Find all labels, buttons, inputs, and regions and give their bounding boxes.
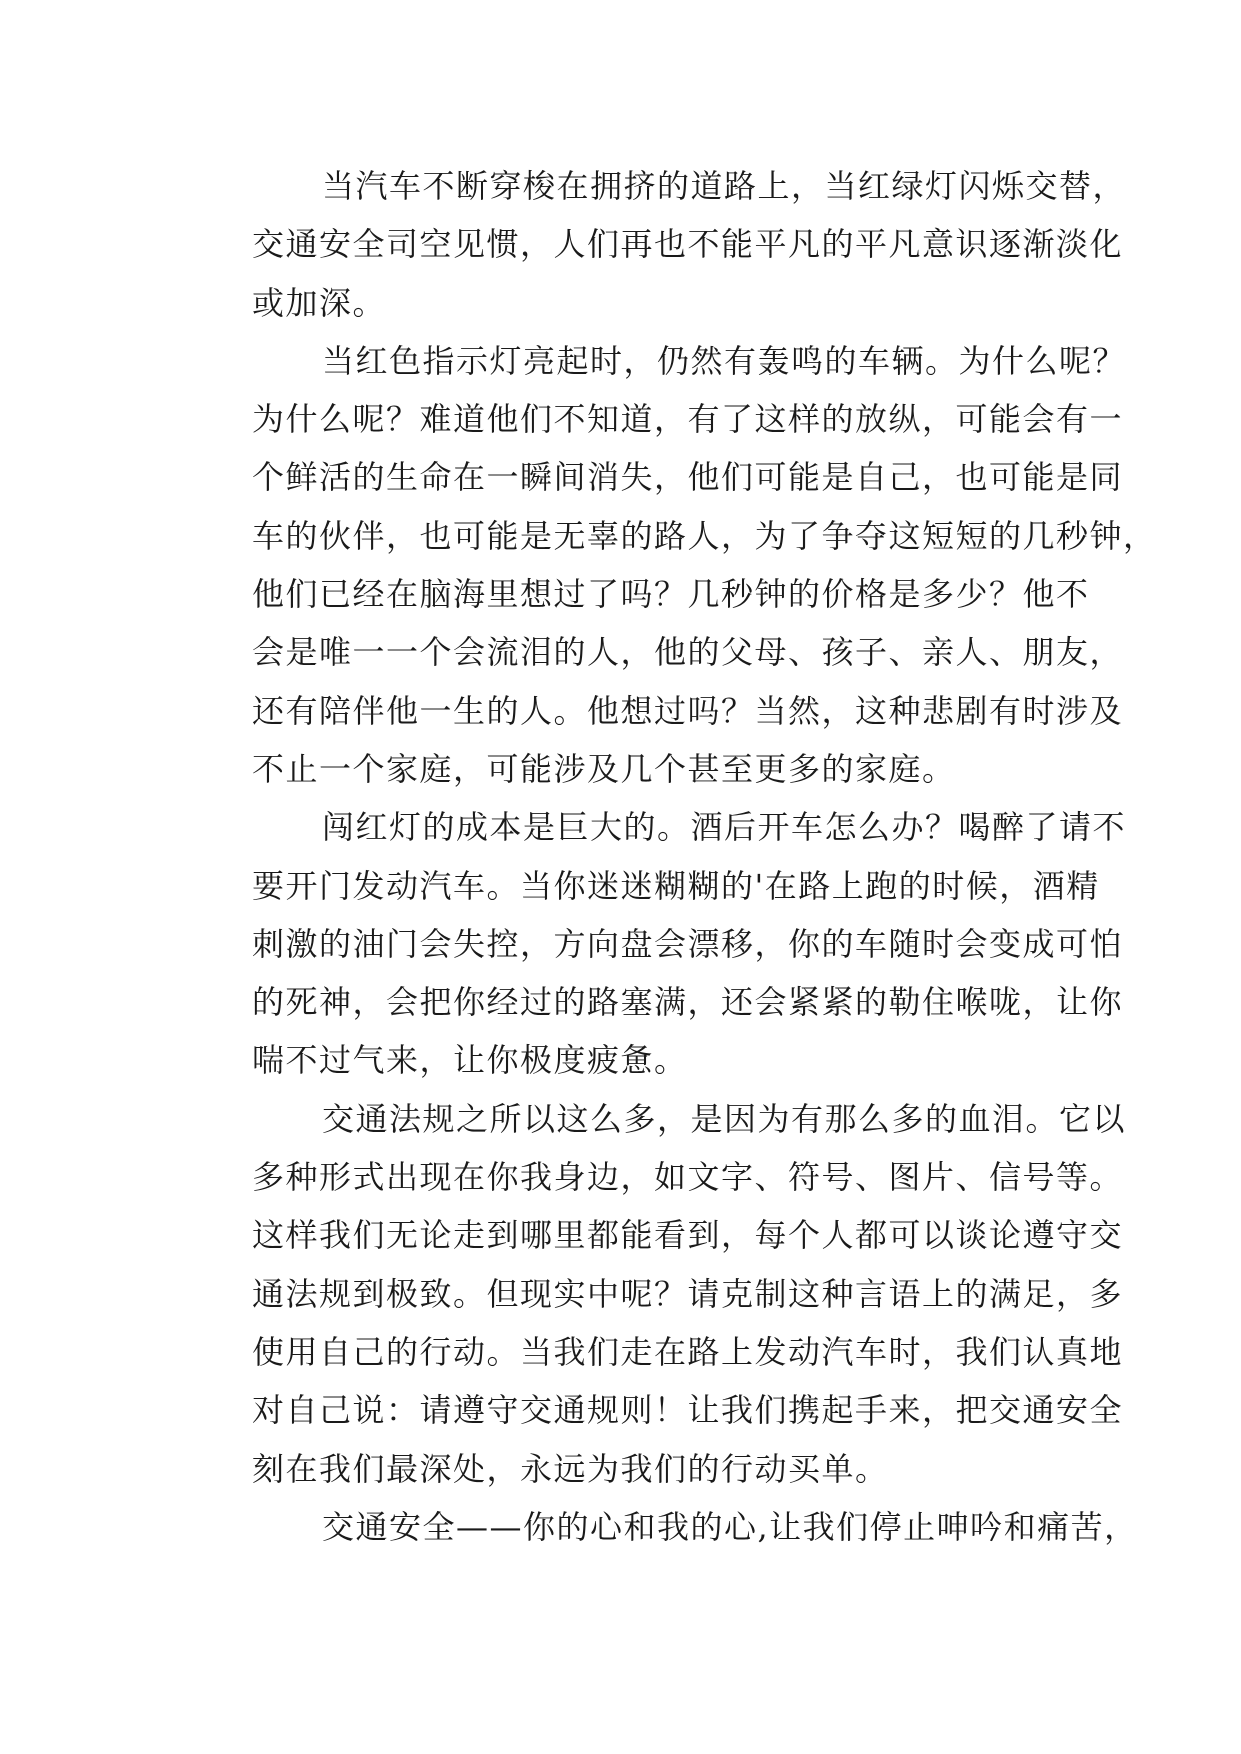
text-line: 当红色指示灯亮起时，仍然有轰鸣的车辆。为什么呢？	[322, 341, 1127, 380]
text-line: 不止一个家庭，可能涉及几个甚至更多的家庭。	[252, 749, 956, 788]
paragraph-5	[188, 1498, 1138, 1556]
text-line: 多种形式出现在你我身边，如文字、符号、图片、信号等。	[252, 1158, 1124, 1197]
text-line: 车的伙伴，也可能是无辜的路人，为了争夺这短短的几秒钟，	[252, 516, 1157, 555]
text-line: 会是唯一一个会流泪的人，他的父母、孩子、亲人、朋友，	[252, 633, 1124, 672]
text-line: 或加深。	[252, 283, 387, 322]
text-line: 闯红灯的成本是巨大的。酒后开车怎么办？喝醉了请不	[322, 808, 1127, 847]
text-line: 为什么呢？难道他们不知道，有了这样的放纵，可能会有一	[252, 400, 1124, 439]
document-body	[188, 157, 1157, 1556]
text-line: 交通安全——你的心和我的心,让我们停止呻吟和痛苦，	[322, 1507, 1138, 1546]
text-line: 对自己说：请遵守交通规则！让我们携起手来，把交通安全	[252, 1391, 1124, 1430]
text-line: 交通法规之所以这么多，是因为有那么多的血泪。它以	[322, 1099, 1127, 1138]
text-line: 的死神，会把你经过的路塞满，还会紧紧的勒住喉咙，让你	[252, 983, 1124, 1022]
text-line: 要开门发动汽车。当你迷迷糊糊的'在路上跑的时候，酒精	[252, 866, 1100, 905]
text-line: 当汽车不断穿梭在拥挤的道路上，当红绿灯闪烁交替，	[322, 167, 1127, 205]
text-line: 这样我们无论走到哪里都能看到，每个人都可以谈论遵守交	[252, 1216, 1124, 1255]
text-line: 还有陪伴他一生的人。他想过吗？当然，这种悲剧有时涉及	[252, 691, 1124, 730]
text-line: 刻在我们最深处，永远为我们的行动买单。	[252, 1449, 889, 1488]
text-line: 喘不过气来，让你极度疲惫。	[252, 1041, 688, 1080]
paragraph-1	[188, 157, 1127, 332]
text-line: 刺激的油门会失控，方向盘会漂移，你的车随时会变成可怕	[252, 924, 1124, 963]
paragraph-2	[188, 332, 1157, 798]
text-line: 个鲜活的生命在一瞬间消失，他们可能是自己，也可能是同	[252, 458, 1124, 497]
paragraph-3	[188, 798, 1127, 1089]
text-line: 通法规到极致。但现实中呢？请克制这种言语上的满足，多	[252, 1274, 1124, 1313]
text-line: 使用自己的行动。当我们走在路上发动汽车时，我们认真地	[252, 1332, 1124, 1371]
paragraph-4	[188, 1090, 1127, 1498]
text-line: 交通安全司空见惯，人们再也不能平凡的平凡意识逐渐淡化	[252, 225, 1124, 264]
text-line: 他们已经在脑海里想过了吗？几秒钟的价格是多少？他不	[252, 575, 1090, 614]
